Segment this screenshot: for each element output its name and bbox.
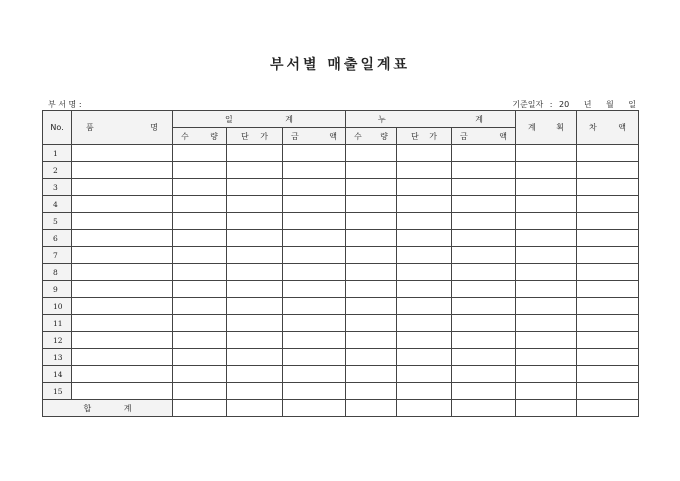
row-number: 7 [43,247,72,264]
cell[interactable] [173,281,227,298]
header-cumulative-quantity: 수 량 [346,128,397,145]
row-number: 2 [43,162,72,179]
table-row [43,196,639,213]
cell[interactable] [173,315,227,332]
cell[interactable] [516,162,577,179]
row-number: 13 [43,349,72,366]
cell[interactable] [346,247,397,264]
cell[interactable] [227,162,283,179]
cell[interactable] [397,332,452,349]
cell[interactable] [227,179,283,196]
cell[interactable] [227,247,283,264]
cell[interactable] [577,247,639,264]
table-row [43,315,639,332]
cell[interactable] [516,349,577,366]
cell[interactable] [346,179,397,196]
cell[interactable] [72,196,173,213]
cell[interactable] [516,230,577,247]
total-label: 합 계 [43,400,173,417]
cell[interactable] [516,264,577,281]
cell[interactable] [72,383,173,400]
cell[interactable] [72,179,173,196]
table-row [43,145,639,162]
cell[interactable] [452,383,516,400]
cell[interactable] [72,213,173,230]
cell[interactable] [452,179,516,196]
row-number: 4 [43,196,72,213]
cell[interactable] [283,315,346,332]
cell[interactable] [346,400,397,417]
cell[interactable] [577,213,639,230]
row-number: 10 [43,298,72,315]
row-number: 14 [43,366,72,383]
cell[interactable] [452,400,516,417]
cell[interactable] [227,400,283,417]
cell[interactable] [397,264,452,281]
cell[interactable] [577,383,639,400]
cell[interactable] [577,298,639,315]
cell[interactable] [516,366,577,383]
table-row [43,247,639,264]
cell[interactable] [577,349,639,366]
cell[interactable] [72,281,173,298]
header-variance: 차 액 [577,111,639,145]
cell[interactable] [452,298,516,315]
cell[interactable] [397,366,452,383]
row-number: 11 [43,315,72,332]
cell[interactable] [227,298,283,315]
cell[interactable] [346,366,397,383]
cell[interactable] [72,298,173,315]
cell[interactable] [516,196,577,213]
table-row [43,366,639,383]
cell[interactable] [452,247,516,264]
cell[interactable] [173,162,227,179]
cell[interactable] [346,230,397,247]
cell[interactable] [173,298,227,315]
cell[interactable] [577,162,639,179]
cell[interactable] [227,230,283,247]
cell[interactable] [72,230,173,247]
document-title: 부서별 매출일계표 [269,57,411,73]
cell[interactable] [72,332,173,349]
cell[interactable] [283,264,346,281]
sales-table [42,110,639,417]
cell[interactable] [346,349,397,366]
cell[interactable] [173,145,227,162]
cell[interactable] [397,196,452,213]
row-number: 5 [43,213,72,230]
cell[interactable] [397,281,452,298]
cell[interactable] [173,332,227,349]
header-item: 품 명 [72,111,173,145]
cell[interactable] [577,179,639,196]
cell[interactable] [173,383,227,400]
table-row [43,383,639,400]
cell[interactable] [283,179,346,196]
header-daily-unit-price: 단 가 [227,128,283,145]
cell[interactable] [346,315,397,332]
cell[interactable] [516,281,577,298]
cell[interactable] [283,162,346,179]
cell[interactable] [452,281,516,298]
table-row [43,298,639,315]
cell[interactable] [346,264,397,281]
cell[interactable] [227,383,283,400]
cell[interactable] [346,196,397,213]
cell[interactable] [346,213,397,230]
header-no: No. [43,111,72,145]
cell[interactable] [452,230,516,247]
cell[interactable] [452,162,516,179]
cell[interactable] [227,366,283,383]
cell[interactable] [173,179,227,196]
cell[interactable] [397,213,452,230]
cell[interactable] [283,400,346,417]
cell[interactable] [516,332,577,349]
cell[interactable] [227,145,283,162]
cell[interactable] [227,349,283,366]
header-daily: 일 계 [173,111,346,128]
cell[interactable] [283,213,346,230]
table-row [43,230,639,247]
cell[interactable] [346,281,397,298]
cell[interactable] [72,145,173,162]
cell[interactable] [227,332,283,349]
cell[interactable] [72,264,173,281]
cell[interactable] [346,383,397,400]
header-plan: 계 획 [516,111,577,145]
total-row [43,400,639,417]
cell[interactable] [72,349,173,366]
department-label: 부 서 명 : [48,100,82,109]
cell[interactable] [452,213,516,230]
cell[interactable] [397,298,452,315]
cell[interactable] [397,162,452,179]
header-cumulative-amount: 금 액 [452,128,516,145]
cell[interactable] [577,332,639,349]
table-row [43,213,639,230]
cell[interactable] [577,230,639,247]
cell[interactable] [173,230,227,247]
cell[interactable] [577,264,639,281]
cell[interactable] [72,247,173,264]
cell[interactable] [516,298,577,315]
row-number: 9 [43,281,72,298]
cell[interactable] [173,400,227,417]
cell[interactable] [452,196,516,213]
cell[interactable] [283,230,346,247]
cell[interactable] [452,349,516,366]
cell[interactable] [346,162,397,179]
cell[interactable] [516,213,577,230]
cell[interactable] [283,281,346,298]
cell[interactable] [283,196,346,213]
cell[interactable] [72,366,173,383]
table-row [43,264,639,281]
cell[interactable] [516,179,577,196]
cell[interactable] [397,349,452,366]
cell[interactable] [452,315,516,332]
cell[interactable] [173,196,227,213]
cell[interactable] [397,230,452,247]
cell[interactable] [516,247,577,264]
cell[interactable] [397,145,452,162]
cell[interactable] [452,332,516,349]
cell[interactable] [577,281,639,298]
cell[interactable] [397,383,452,400]
cell[interactable] [516,383,577,400]
cell[interactable] [227,264,283,281]
cell[interactable] [397,400,452,417]
cell[interactable] [577,366,639,383]
cell[interactable] [577,196,639,213]
cell[interactable] [516,145,577,162]
cell[interactable] [516,400,577,417]
row-number: 1 [43,145,72,162]
cell[interactable] [577,145,639,162]
table-row [43,281,639,298]
cell[interactable] [452,145,516,162]
cell[interactable] [283,349,346,366]
cell[interactable] [72,162,173,179]
cell[interactable] [346,145,397,162]
table-row [43,349,639,366]
cell[interactable] [577,400,639,417]
cell[interactable] [283,383,346,400]
cell[interactable] [227,213,283,230]
cell[interactable] [346,298,397,315]
cell[interactable] [173,247,227,264]
sheet-body [43,145,639,400]
cell[interactable] [346,332,397,349]
cell[interactable] [577,315,639,332]
cell[interactable] [227,281,283,298]
table-row [43,332,639,349]
header-cumulative-unit-price: 단 가 [397,128,452,145]
cell[interactable] [283,298,346,315]
cell[interactable] [283,145,346,162]
cell[interactable] [283,366,346,383]
cell[interactable] [227,315,283,332]
row-number: 3 [43,179,72,196]
cell[interactable] [72,315,173,332]
cell[interactable] [397,179,452,196]
cell[interactable] [173,264,227,281]
row-number: 12 [43,332,72,349]
cell[interactable] [173,213,227,230]
header-daily-amount: 금 액 [283,128,346,145]
cell[interactable] [516,315,577,332]
cell[interactable] [452,366,516,383]
header-daily-quantity: 수 량 [173,128,227,145]
cell[interactable] [173,349,227,366]
header-cumulative: 누 계 [346,111,516,128]
cell[interactable] [173,366,227,383]
row-number: 15 [43,383,72,400]
cell[interactable] [283,332,346,349]
date-label: 기준일자 : 20 년 월 일 [512,100,636,109]
cell[interactable] [227,196,283,213]
cell[interactable] [397,247,452,264]
cell[interactable] [397,315,452,332]
row-number: 8 [43,264,72,281]
table-row [43,179,639,196]
table-row [43,162,639,179]
cell[interactable] [452,264,516,281]
row-number: 6 [43,230,72,247]
cell[interactable] [283,247,346,264]
